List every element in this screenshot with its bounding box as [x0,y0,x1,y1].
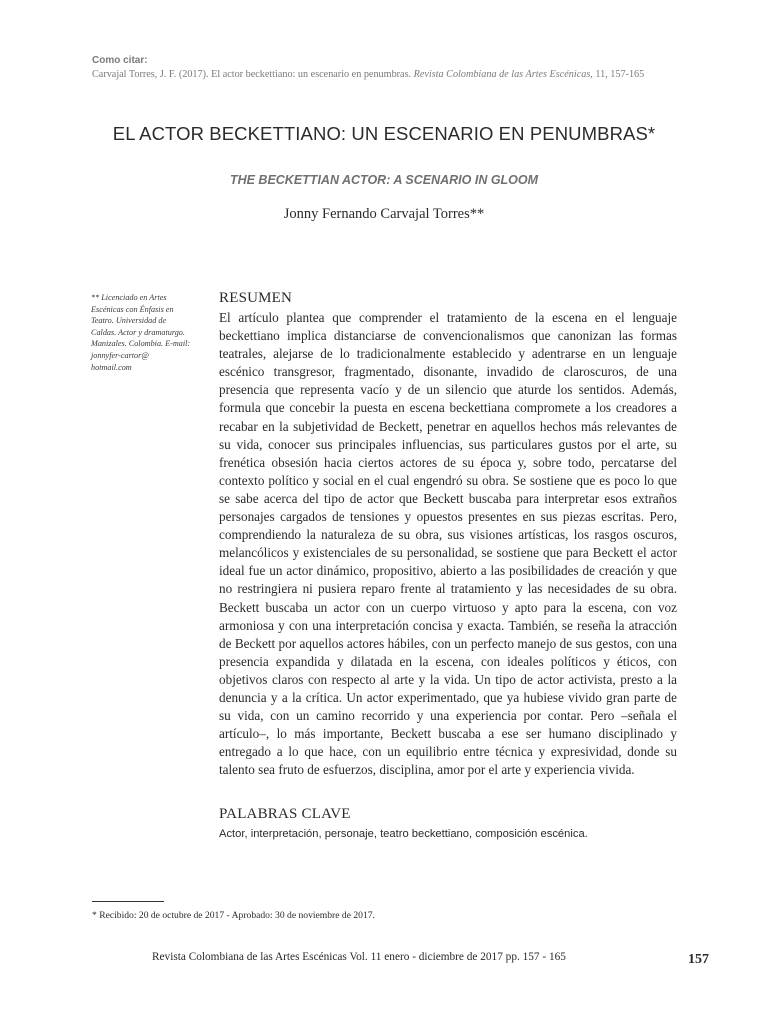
abstract-body: El artículo plantea que comprender el tratamiento de la escena en el lenguaje beckettiano implica distanciarse de convencionalismos que canonizan las formas teatrales, alejarse de lo tradicionalmente establecido y adentrarse en un lenguaje escénico transgresor, fragmentado, disonante, invadido de claroscuros, de una presencia que representa vacío y de un silencio que aturde los sentidos. Además, formula que concebir la puesta en escena beckettiana compromete a los creadores a recabar en la subjetividad de Beckett, penetrar en aquellos hechos más relevantes de su vida, conocer sus principales influencias, sus particulares gustos por el arte, su frenética obsesión hacia ciertos actores de su época y, sobre todo, percatarse del contexto político y social en el cual engendró su obra. Se sostiene que es poco lo que se sabe acerca del tipo de actor que Beckett buscaba para interpretar esos extraños personajes cargados de tensiones y opuestos presentes en sus piezas escritas. Pero, comprendiendo la naturaleza de su obra, sus visiones artísticas, los rasgos oscuros, melancólicos y existenciales de su personalidad, se sostiene que para Beckett el actor ideal fue un actor dinámico, propositivo, abierto a las posibilidades de creación y que no restringiera ni pusiera reparo frente al tratamiento y las necesidades de su obra. Beckett buscaba un actor con un cuerpo virtuoso y apto para la escena, con voz armoniosa y con una interpretación concisa y exacta. También, se reseña la atracción de Beckett por aquellos actores hábiles, con un perfecto manejo de sus gestos, con una presencia expandida y dilatada en la escena, con ideales políticos y éticos, con objetivos claros con respecto al arte y la vida. Un tipo de actor activista, presto a la denuncia y a la crítica. Un actor experimentado, que ya hubiese vivido gran parte de su vida, con un camino recorrido y una experiencia por contar. Pero –señala el artículo–, lo más importante, Beckett buscaba a ese ser humano disciplinado y entregado a lo que hace, con un equilibrio entre técnica y expresividad, donde su talento sea fruto de esfuerzos, disciplina, amor por el arte y experiencia vivida. [219,310,677,778]
keywords-heading: PALABRAS CLAVE [219,806,351,822]
footnote-divider [92,901,164,902]
citation-label: Como citar: [92,55,148,66]
footnote-received-approved: * Recibido: 20 de octubre de 2017 - Aprobado: 30 de noviembre de 2017. [92,910,375,921]
citation-authors-title: Carvajal Torres, J. F. (2017). El actor beckettiano: un escenario en penumbras. [92,69,414,80]
citation-text [92,69,692,80]
citation-journal: Revista Colombiana de las Artes Escénicas [413,69,591,80]
author-name: Jonny Fernando Carvajal Torres** [283,206,485,222]
page-number: 157 [688,952,709,967]
citation-volume-pages: , 11, 157-165 [590,69,645,80]
article-title: EL ACTOR BECKETTIANO: UN ESCENARIO EN PENUMBRAS* [112,123,656,144]
article-subtitle-english: THE BECKETTIAN ACTOR: A SCENARIO IN GLOOM [229,173,539,187]
keywords-body: Actor, interpretación, personaje, teatro beckettiano, composición escénica. [219,828,588,840]
abstract-heading: RESUMEN [219,290,293,306]
footer-journal-info: Revista Colombiana de las Artes Escénicas Vol. 11 enero - diciembre de 2017 pp. 157 - 165 [152,951,566,963]
author-affiliation-note: ** Licenciado en Artes Escénicas con Énfasis en Teatro. Universidad de Caldas. Actor y dramaturgo. Manizales. Colombia. E-mail: jonnyfer-cartor@ hotmail.com [91,293,191,372]
